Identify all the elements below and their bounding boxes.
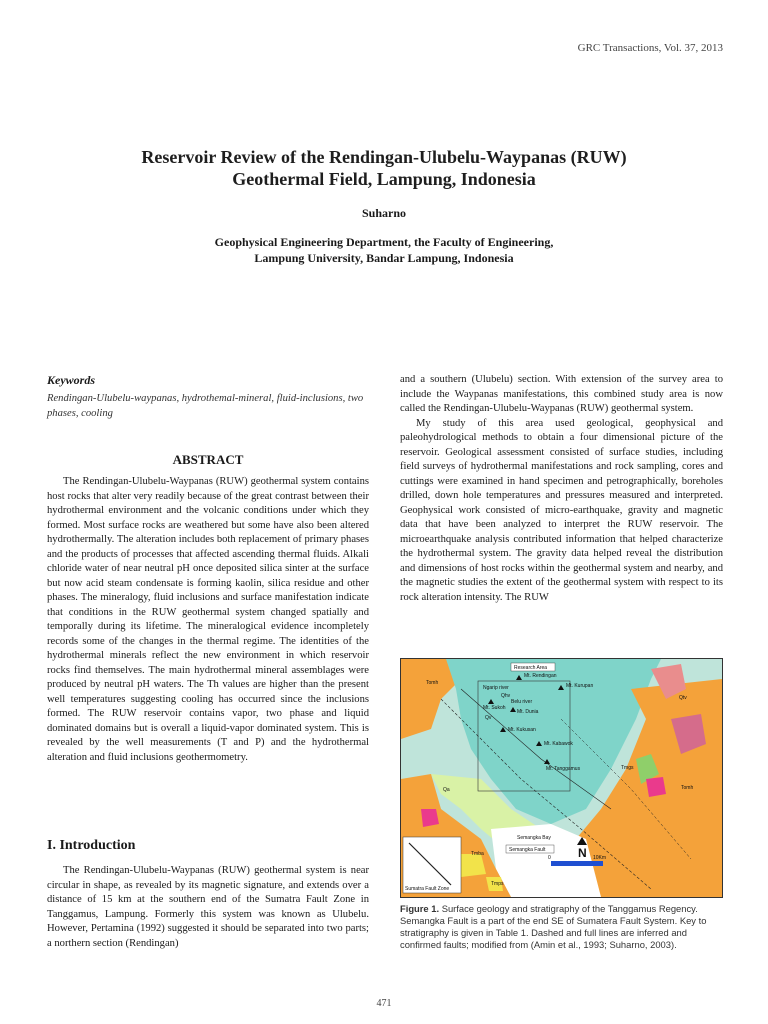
north-label: N <box>578 846 587 860</box>
sumatra-fault-label: Sumatra Fault Zone <box>405 886 450 892</box>
abstract-heading: ABSTRACT <box>172 452 244 467</box>
mt-kukusan-label: Mt. Kukusan <box>508 727 536 733</box>
page-number: 471 <box>376 998 392 1009</box>
tmps-label: Tmps <box>491 881 504 887</box>
mt-kabawok-label: Mt. Kabawok <box>544 741 573 747</box>
title-line-2: Geothermal Field, Lampung, Indonesia <box>232 169 536 189</box>
author-name: Suharno <box>361 206 407 220</box>
title-line-1: Reservoir Review of the Rendingan-Ulubelu-Waypanas (RUW) <box>141 147 627 167</box>
right-column-text <box>400 373 723 605</box>
scale-zero-label: 0 <box>548 855 551 861</box>
keywords-text: Rendingan-Ulubelu-waypanas, hydrothemal-mineral, fluid-inclusions, two phases, cooling <box>47 393 364 419</box>
introduction-paragraph: The Rendingan-Ulubelu-Waypanas (RUW) geothermal system is near circular in shape, as revealed by its magnetic signature, and extends over a distance of 15 km at the southern end of the Sumatra Fault Zone in Tanggamus, Lampung. Formerly this system was known as Ulubelu. However, Pertamina (1992) suggested it should be separated into two parts; a northern section (Rendingan) <box>47 865 369 949</box>
tomh-label-1: Tomh <box>426 680 439 686</box>
scale-bar <box>551 861 603 866</box>
figure-caption-text: Surface geology and stratigraphy of the Tanggamus Regency. Semangka Fault is a part of the end SE of Sumatera Fault System. Key to stratigraphy is given in Table 1. Dashed and full lines are inferred and confirmed faults; modified from (Amin et al., 1993; Suharno, 2003). <box>400 903 707 950</box>
paper-title <box>0 146 768 190</box>
mt-sukoh-label: Mt. Sukoh <box>483 705 506 711</box>
belu-river-label: Belu river <box>511 699 533 705</box>
journal-reference: GRC Transactions, Vol. 37, 2013 <box>577 42 723 54</box>
tmgs-label: Tmgs <box>621 765 634 771</box>
affiliation-line-2: Lampung University, Bandar Lampung, Indonesia <box>254 251 514 265</box>
mt-rendingan-label: Mt. Rendingan <box>524 673 557 679</box>
introduction-body <box>47 864 369 951</box>
geology-map-figure <box>400 658 723 898</box>
mt-dunia-label: Mt. Dunia <box>517 709 539 715</box>
affiliation <box>0 234 768 266</box>
figure-caption <box>400 903 723 951</box>
research-area-label: Research Area <box>514 665 548 671</box>
scale-ten-label: 10Km <box>593 855 607 861</box>
figure-caption-label: Figure 1. <box>400 903 440 914</box>
introduction-heading: I. Introduction <box>47 838 136 853</box>
semangka-bay-label: Semangka Bay <box>517 835 551 841</box>
right-paragraph-2: My study of this area used geological, geophysical and paleohydrological methods to obtain a four dimensional picture of the reservoir. Geological assessment consisted of surface studies, including field surveys of hydrothermal manifestations and rock sampling, cores and cuttings were examined in hand specimen and petrographically, boreholes drilled, down hole temperatures and pressures measured and interpreted. Geophysical work consisted of micro-earthquake, gravity and magnetic data that have been analyzed to interpret the RUW reservoir. The microearthquake analysis contributed information that helped characterize the hydrothermal system. The gravity data helped reveal the distribution and dimensions of host rocks within the geothermal system and nearby, and the magnetic studies the extent of the geothermal system with respect to its rock alteration intensity. The RUW <box>400 417 723 603</box>
abstract-paragraph: The Rendingan-Ulubelu-Waypanas (RUW) geothermal system contains host rocks that alter very readily because of the great contrast between their hydrothermal environment and the volcanic conditions under which they formed. Most surface rocks are weathered but some have also been altered hydrothermally. The alteration includes both replacement of primary phases and the products of processes that affected ascending thermal fluids. Alkali chloride water of near neutral pH once deposited silica sinter at the surface but now acid steam condensate is forming kaolin, silica residue and other phases. The mineralogy, fluid inclusions and surface manifestation indicate that conditions in the RUW geothermal system changed spatially and temporally during its lifetime. The mineralogical evidence incompletely records some of the changes in the thermal regime. The identities of the hydrothermal minerals reflect the new environment in which reservoir rocks find themselves. The main hydrothermal mineral assemblages were produced by neutral pH waters. The Th values are higher than the present well temperatures suggesting cooling has occurred since the inclusions formed. The RUW reservoir contains vapor, two phase and liquid dominated domains but is overall a liquid-vapor dominated system. This is revealed by the well measurements (T and P) and the hydrothermal alteration and fluid inclusions geothermometry. <box>47 476 369 763</box>
semangka-fault-label: Semangka Fault <box>509 847 546 853</box>
geology-map <box>401 659 722 897</box>
qa-label: Qa <box>443 787 450 793</box>
tmba-label: Tmba <box>471 851 484 857</box>
qv-label: Qv <box>485 715 492 721</box>
qhv-label: Qhv <box>501 693 511 699</box>
keywords-heading: Keywords <box>47 373 95 387</box>
map-unit-south-magenta <box>421 809 439 827</box>
mt-tanggamus-label: Mt. Tanggamus <box>546 766 581 772</box>
tomh-label-2: Tomh <box>681 785 694 791</box>
abstract-body <box>47 475 369 765</box>
mt-kurupan-label: Mt. Kurupan <box>566 683 594 689</box>
ngarip-label: Ngarip river <box>483 685 509 691</box>
qtv-label: Qtv <box>679 695 687 701</box>
affiliation-line-1: Geophysical Engineering Department, the Faculty of Engineering, <box>214 235 554 249</box>
right-paragraph-1: and a southern (Ulubelu) section. With extension of the survey area to include the Waypanas manifestations, this combined study area is now called the Rendingan-Ulubelu-Waypanas (RUW) geothermal system. <box>400 374 723 414</box>
map-unit-magenta-patch <box>646 777 666 797</box>
